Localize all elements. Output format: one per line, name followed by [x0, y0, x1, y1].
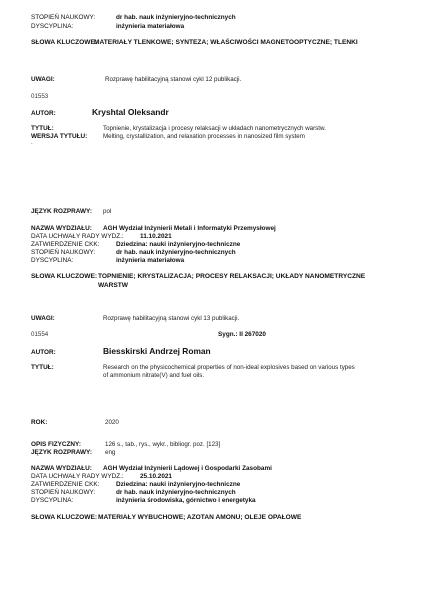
faculty-label: NAZWA WYDZIAŁU:	[31, 225, 92, 232]
keywords-value: MATERIAŁY WYBUCHOWE; AZOTAN AMONU; OLEJE OPAŁOWE	[98, 514, 302, 521]
keywords-value-cont: WARSTW	[98, 282, 129, 289]
resolution-date-value: 11.10.2021	[140, 233, 172, 240]
language-value: pol	[103, 208, 112, 215]
author-name: Biesskirski Andrzej Roman	[103, 346, 211, 356]
author-label: AUTOR:	[31, 110, 56, 117]
ckk-approval-value: Dziedzina: nauki inżynieryjno-techniczne	[116, 241, 241, 248]
degree-label: STOPIEŃ NAUKOWY:	[31, 249, 96, 256]
physical-description-label: OPIS FIZYCZNY:	[31, 441, 81, 448]
degree-label: STOPIEŃ NAUKOWY:	[31, 14, 96, 21]
title-label: TYTUŁ:	[31, 125, 54, 132]
ckk-approval-label: ZATWIERDZENIE CKK:	[31, 241, 100, 248]
physical-description-value: 126 s., tab., rys., wykr., bibliogr. poz. [123]	[105, 441, 221, 448]
discipline-label: DYSCYPLINA:	[31, 23, 74, 30]
keywords-value: TOPNIENIE; KRYSTALIZACJA; PROCESY RELAKSACJI; UKŁADY NANOMETRYCZNE	[98, 273, 366, 280]
title-value: Topnienie, krystalizacja i procesy relaksacji w układach nanometrycznych warstw.	[103, 125, 326, 132]
language-label: JĘZYK ROZPRAWY:	[31, 208, 92, 215]
stray-dot: .	[31, 139, 33, 146]
notes-label: UWAGI:	[31, 76, 55, 83]
keywords-value: MATERIAŁY TLENKOWE; SYNTEZA; WŁAŚCIWOŚCI MAGNETOOPTYCZNE; TLENKI	[94, 39, 358, 46]
shelfmark: Sygn.: II 267020	[218, 331, 266, 338]
language-value: eng	[105, 449, 116, 456]
ckk-approval-value: Dziedzina: nauki inżynieryjno-techniczne	[116, 481, 241, 488]
language-label: JĘZYK ROZPRAWY:	[31, 449, 92, 456]
degree-label: STOPIEŃ NAUKOWY:	[31, 489, 96, 496]
keywords-label: SŁOWA KLUCZOWE:	[31, 514, 98, 521]
notes-value: Rozprawę habilitacyjną stanowi cykl 13 publikacji.	[103, 315, 240, 322]
year-value: 2020	[105, 419, 119, 426]
record-number: 01553	[31, 93, 49, 100]
title-version-value: Melting, crystallization, and relaxation processes in nanosized film system	[103, 133, 305, 140]
title-version-label: WERSJA TYTUŁU:	[31, 133, 88, 140]
discipline-value: inżynieria materiałowa	[116, 257, 185, 264]
keywords-label: SŁOWA KLUCZOWE:	[31, 39, 98, 46]
faculty-value: AGH Wydział Inżynierii Metali i Informatyki Przemysłowej	[103, 225, 276, 232]
title-value-cont: of ammonium nitrate(V) and fuel oils.	[103, 372, 205, 379]
resolution-date-value: 25.10.2021	[140, 473, 172, 480]
year-label: ROK:	[31, 419, 48, 426]
degree-value: dr hab. nauk inżynieryjno-technicznych	[116, 489, 236, 496]
title-label: TYTUŁ:	[31, 364, 54, 371]
faculty-value: AGH Wydział Inżynierii Lądowej i Gospodarki Zasobami	[103, 465, 272, 472]
discipline-value: inżynieria materiałowa	[116, 23, 185, 30]
resolution-date-label: DATA UCHWAŁY RADY WYDZ.:	[31, 233, 124, 240]
degree-value: dr hab. nauk inżynieryjno-technicznych	[116, 249, 236, 256]
keywords-label: SŁOWA KLUCZOWE:	[31, 273, 98, 280]
author-label: AUTOR:	[31, 349, 56, 356]
degree-value: dr hab. nauk inżynieryjno-technicznych	[116, 14, 236, 21]
discipline-label: DYSCYPLINA:	[31, 497, 74, 504]
record-number: 01554	[31, 331, 49, 338]
discipline-label: DYSCYPLINA:	[31, 257, 74, 264]
notes-value: Rozprawę habilitacyjną stanowi cykl 12 publikacji.	[105, 76, 242, 83]
notes-label: UWAGI:	[31, 315, 55, 322]
title-value: Research on the physicochemical properties of non-ideal explosives based on various types	[103, 364, 355, 371]
resolution-date-label: DATA UCHWAŁY RADY WYDZ.:	[31, 473, 124, 480]
ckk-approval-label: ZATWIERDZENIE CKK:	[31, 481, 100, 488]
discipline-value: inżynieria środowiska, górnictwo i energetyka	[116, 497, 256, 504]
author-name: Kryshtal Oleksandr	[92, 107, 169, 117]
faculty-label: NAZWA WYDZIAŁU:	[31, 465, 92, 472]
